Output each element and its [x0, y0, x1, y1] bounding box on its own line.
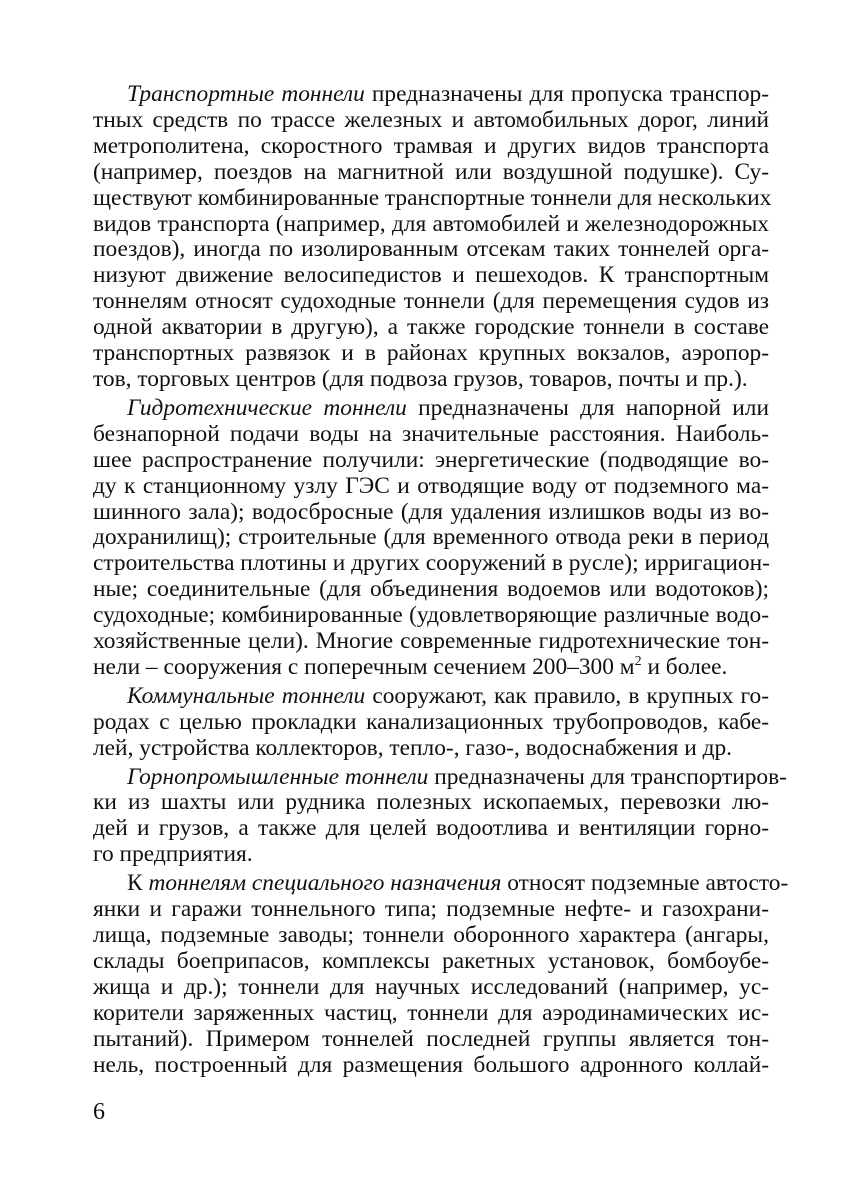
text-line: дей и грузов, а также для целей водоотлива и вентиляции горно- — [93, 815, 769, 842]
superscript-squared: 2 — [634, 653, 642, 669]
text-line: нель, построенный для размещения большого адронного коллай- — [93, 1051, 769, 1078]
text-line: Транспортные тоннели предназначены для пропуска транспор- — [127, 81, 770, 107]
text-line: (например, поездов на магнитной или воздушной подушке). Су- — [93, 158, 769, 185]
term-hydrotechnical-tunnels: Гидротехнические тоннели — [127, 394, 407, 421]
paragraph-special-purpose-tunnels — [93, 870, 789, 1078]
text-line: ществуют комбинированные транспортные тоннели для нескольких — [93, 184, 772, 211]
text-line: ные; соединительные (для объединения водоемов или водотоков); — [93, 576, 769, 603]
text-line: го предприятия. — [93, 841, 253, 868]
text-line: метрополитена, скоростного трамвая и других видов транспорта — [93, 132, 769, 159]
page-body — [93, 81, 789, 1078]
term-transport-tunnels: Транспортные тоннели — [127, 81, 365, 107]
text-line: лища, подземные заводы; тоннели оборонного характера (ангары, — [93, 922, 769, 948]
text-line: судоходные; комбинированные (удовлетворяющие различные водо- — [93, 602, 769, 629]
term-communal-tunnels: Коммунальные тоннели — [127, 682, 366, 709]
paragraph-hydrotechnical-tunnels — [93, 396, 769, 681]
term-mining-tunnels: Горнопромышленные тоннели — [127, 763, 429, 790]
text-line: лей, устройства коллекторов, тепло-, газо-, водоснабжения и др. — [93, 734, 733, 761]
text-line: дохранилищ); строительные (для временного отвода реки в период — [93, 524, 769, 551]
page-number: 6 — [93, 1099, 105, 1125]
text-line: шинного зала); водосбросные (для удаления излишков воды из во- — [93, 498, 769, 525]
text-line: жища и др.); тоннели для научных исследований (например, ус- — [93, 973, 769, 1000]
text-line: транспортных развязок и в районах крупных вокзалов, аэропор- — [93, 340, 769, 367]
text-line: Коммунальные тоннели сооружают, как правило, в крупных го- — [127, 682, 769, 709]
text-line: склады боеприпасов, комплексы ракетных установок, бомбоубе- — [93, 947, 769, 974]
text-line: пытаний). Примером тоннелей последней группы является тон- — [93, 1025, 769, 1052]
text-line: безнапорной подачи воды на значительные расстояния. Наиболь- — [93, 420, 769, 447]
text-line: янки и гаражи тоннельного типа; подземные нефте- и газохрани- — [93, 896, 769, 923]
text-line: корители заряженных частиц, тоннели для аэродинамических ис- — [93, 999, 769, 1026]
text-line: низуют движение велосипедистов и пешеходов. К транспортным — [93, 262, 769, 289]
paragraph-mining-tunnels — [93, 763, 787, 869]
text-line: видов транспорта (например, для автомобилей и железнодорожных — [93, 210, 769, 237]
text-line: шее распространение получили: энергетические (подводящие во- — [93, 446, 769, 473]
text-line: тоннелям относят судоходные тоннели (для перемещения судов из — [93, 288, 769, 315]
text-line: тов, торговых центров (для подвоза грузов, товаров, почты и пр.). — [93, 365, 748, 392]
paragraph-communal-tunnels — [93, 684, 769, 762]
text-line: поездов), иногда по изолированным отсекам таких тоннелей орга- — [93, 236, 769, 263]
text-line: К тоннелям специального назначения относят подземные автосто- — [127, 870, 789, 897]
text-line: одной акватории в другую), а также городские тоннели в составе — [93, 314, 769, 341]
text-line: тных средств по трассе железных и автомобильных дорог, линий — [93, 106, 769, 133]
paragraph-transport-tunnels — [93, 81, 772, 393]
text-line: Гидротехнические тоннели предназначены для напорной или — [127, 394, 769, 421]
text-line: нели – сооружения с поперечным сечением 200–300 $м^2$ и более. — [93, 653, 728, 680]
text-line: родах с целью прокладки канализационных трубопроводов, кабе- — [93, 708, 769, 735]
term-special-purpose-tunnels: тоннелям специального назначения — [148, 870, 502, 897]
text-line: ки из шахты или рудника полезных ископаемых, перевозки лю- — [93, 789, 769, 816]
text-line: ду к станционному узлу ГЭС и отводящие воду от подземного ма- — [93, 472, 769, 499]
text-line: хозяйственные цели). Многие современные гидротехнические тон- — [93, 628, 769, 655]
text-line: Горнопромышленные тоннели предназначены для транспортиров- — [127, 763, 787, 790]
text-line: строительства плотины и других сооружений в русле); ирригацион- — [93, 550, 770, 577]
